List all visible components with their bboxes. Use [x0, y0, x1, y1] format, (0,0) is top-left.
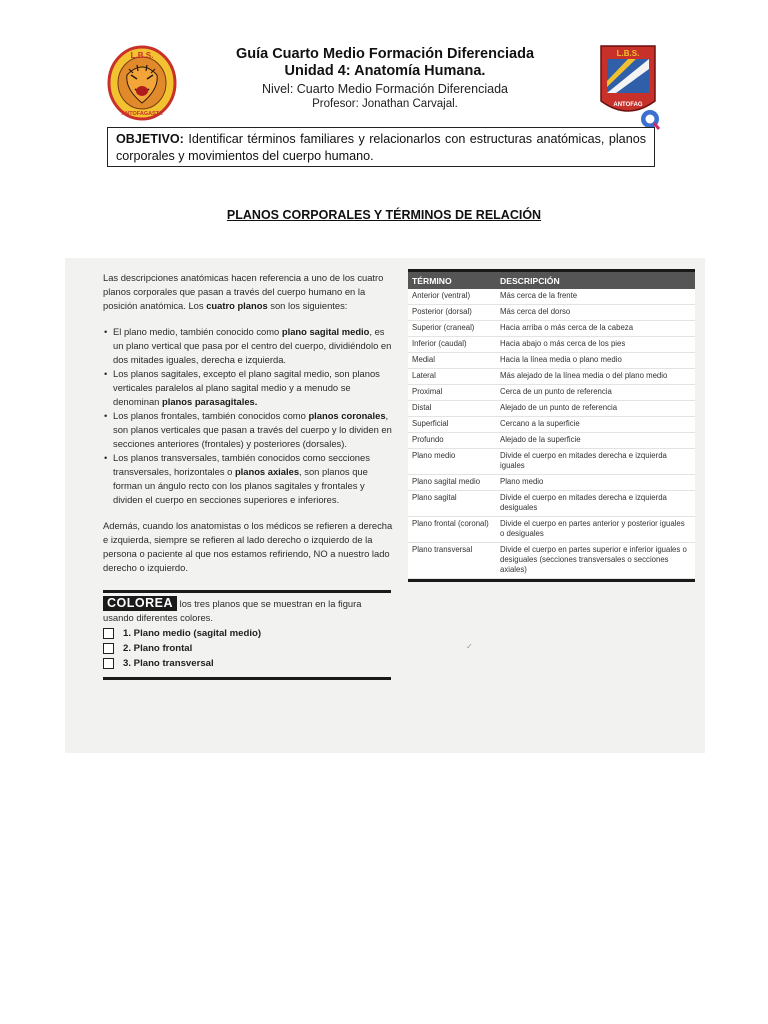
school-logo-left: [107, 45, 177, 121]
term-cell: Anterior (ventral): [408, 289, 496, 305]
planes-list: [103, 325, 393, 507]
description-cell: Más alejado de la línea media o del plano medio: [496, 369, 695, 385]
objective-label: OBJETIVO:: [116, 132, 184, 146]
table-row: [408, 433, 695, 449]
description-cell: Hacia abajo o más cerca de los pies: [496, 337, 695, 353]
intro-paragraph: Las descripciones anatómicas hacen referencia a uno de los cuatro planos corporales que pasan a través del cuerpo humano en la posición anatómica. Los cuatro planos son los siguientes:: [103, 272, 384, 311]
checkbox[interactable]: [103, 643, 114, 654]
description-cell: Hacia arriba o más cerca de la cabeza: [496, 321, 695, 337]
intro-text: [103, 271, 393, 587]
table-row: [408, 321, 695, 337]
column-header-term: TÉRMINO: [408, 272, 496, 289]
table-row: [408, 305, 695, 321]
checkbox[interactable]: [103, 658, 114, 669]
term-cell: Plano sagital medio: [408, 475, 496, 491]
term-cell: Plano medio: [408, 449, 496, 475]
terms-table: [408, 269, 695, 582]
unit-title: Unidad 4: Anatomía Humana.: [284, 63, 486, 79]
term-cell: Inferior (caudal): [408, 337, 496, 353]
term-cell: Superior (craneal): [408, 321, 496, 337]
checkbox[interactable]: [103, 628, 114, 639]
check-mark-icon: ✓: [466, 642, 473, 651]
description-cell: Divide el cuerpo en mitades derecha e izquierda iguales: [496, 449, 695, 475]
objective-box: [107, 127, 655, 167]
teacher-line: Profesor: Jonathan Carvajal.: [312, 98, 458, 110]
table-row: [408, 417, 695, 433]
level-line: Nivel: Cuarto Medio Formación Diferenciada: [262, 82, 508, 96]
checklist-item: 3. Plano transversal: [103, 658, 391, 669]
term-cell: Posterior (dorsal): [408, 305, 496, 321]
description-cell: Cerca de un punto de referencia: [496, 385, 695, 401]
page-header: [180, 46, 590, 112]
description-cell: Cercano a la superficie: [496, 417, 695, 433]
description-cell: Más cerca de la frente: [496, 289, 695, 305]
description-cell: Divide el cuerpo en partes anterior y posterior iguales o desiguales: [496, 517, 695, 543]
table-row: [408, 289, 695, 305]
svg-text:ANTOFAG: ANTOFAG: [613, 102, 643, 108]
school-logo-right: [598, 43, 666, 131]
table-row: [408, 401, 695, 417]
column-header-description: DESCRIPCIÓN: [496, 272, 695, 289]
table-row: [408, 475, 695, 491]
left-right-paragraph: Además, cuando los anatomistas o los médicos se refieren a derecha e izquierda, siempre se refieren al lado derecho o izquierdo de la persona o paciente al que nos estamos refiriendo, NO a nuestro lado derecho o izquierdo.: [103, 520, 393, 573]
description-cell: Plano medio: [496, 475, 695, 491]
description-cell: Divide el cuerpo en partes superior e inferior iguales o desiguales (secciones transversales o secciones axiales): [496, 543, 695, 579]
description-cell: Alejado de la superficie: [496, 433, 695, 449]
colorea-badge: COLOREA: [103, 596, 177, 611]
guide-title: Guía Cuarto Medio Formación Diferenciada: [235, 46, 535, 62]
term-cell: Proximal: [408, 385, 496, 401]
description-cell: Más cerca del dorso: [496, 305, 695, 321]
checklist-item: 1. Plano medio (sagital medio): [103, 628, 391, 639]
description-cell: Divide el cuerpo en mitades derecha e izquierda desiguales: [496, 491, 695, 517]
table-row: [408, 369, 695, 385]
list-item: • El plano medio, también conocido como plano sagital medio, es un plano vertical que pasa por el centro del cuerpo, dividiéndolo en dos mitades iguales, derecha e izquierda.: [113, 325, 393, 367]
table-row: [408, 517, 695, 543]
table-header-row: [408, 272, 695, 289]
table-row: [408, 353, 695, 369]
term-cell: Plano transversal: [408, 543, 496, 579]
description-cell: Alejado de un punto de referencia: [496, 401, 695, 417]
coloring-instructions: COLOREA los tres planos que se muestran en la figura usando diferentes colores.: [103, 596, 362, 623]
svg-text:L.B.S.: L.B.S.: [130, 51, 154, 60]
table-row: [408, 337, 695, 353]
section-title: PLANOS CORPORALES Y TÉRMINOS DE RELACIÓN: [226, 208, 542, 222]
term-cell: Distal: [408, 401, 496, 417]
term-cell: Superficial: [408, 417, 496, 433]
coloring-activity: [103, 590, 391, 680]
term-cell: Plano frontal (coronal): [408, 517, 496, 543]
list-item: • Los planos frontales, también conocidos como planos coronales, son planos verticales que pasan a través del cuerpo y lo dividen en secciones anteriores (frontales) y posteriores (dorsales).: [113, 409, 393, 451]
svg-text:ANTOFAGASTA: ANTOFAGASTA: [121, 111, 163, 117]
table-row: [408, 449, 695, 475]
term-cell: Profundo: [408, 433, 496, 449]
table-row: [408, 491, 695, 517]
svg-text:L.B.S.: L.B.S.: [616, 49, 640, 58]
checklist-item: 2. Plano frontal: [103, 643, 391, 654]
objective-text: Identificar términos familiares y relacionarlos con estructuras anatómicas, planos corporales y movimientos del cuerpo humano.: [116, 132, 646, 163]
term-cell: Plano sagital: [408, 491, 496, 517]
description-cell: Hacia la línea media o plano medio: [496, 353, 695, 369]
table-row: [408, 543, 695, 579]
list-item: • Los planos transversales, también conocidos como secciones transversales, horizontales o planos axiales, son planos que forman un ángulo recto con los planos sagitales y frontales y dividen el cuerpo en secciones superiores e inferiores.: [113, 451, 393, 507]
list-item: • Los planos sagitales, excepto el plano sagital medio, son planos verticales paralelos al plano sagital medio y a menudo se denominan planos parasagitales.: [113, 367, 393, 409]
table-row: [408, 385, 695, 401]
term-cell: Lateral: [408, 369, 496, 385]
term-cell: Medial: [408, 353, 496, 369]
